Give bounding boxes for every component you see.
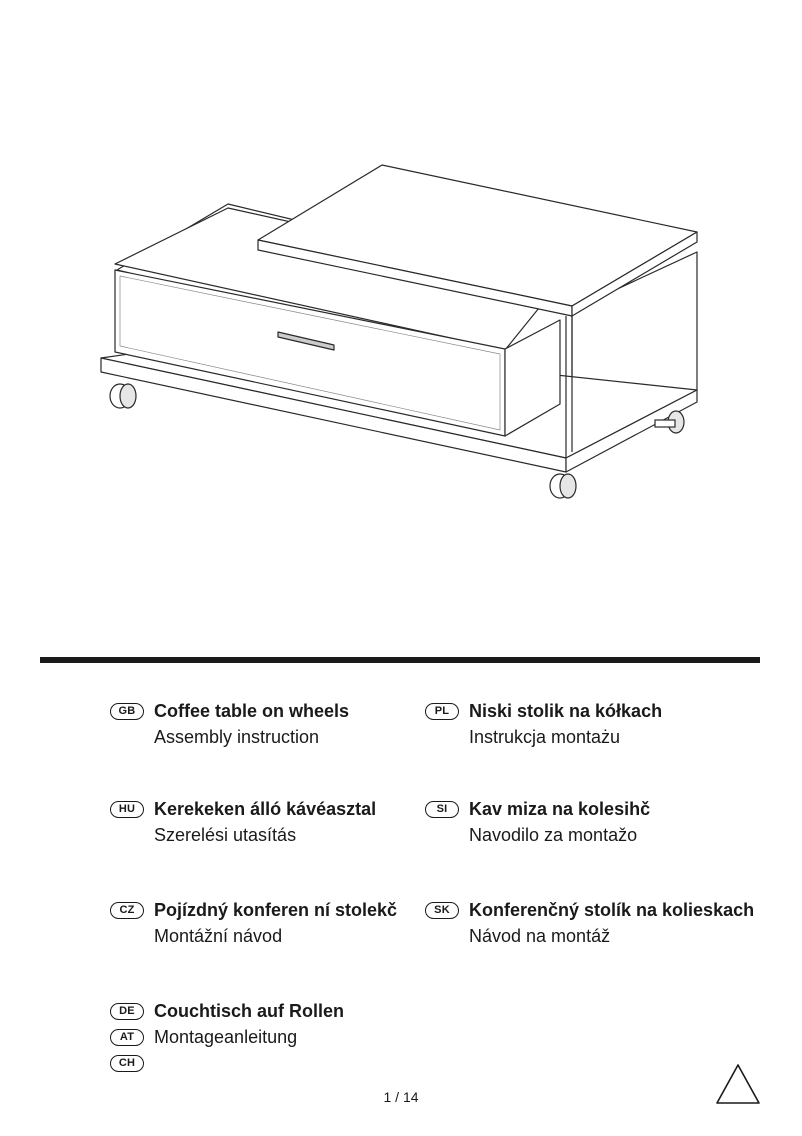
document-subtitle: Navodilo za montažo <box>469 825 638 845</box>
language-badge: AT <box>110 1029 144 1046</box>
language-badge: SI <box>425 801 459 818</box>
product-title: Konferenčný stolík na kolieskach <box>469 899 755 920</box>
product-title: Kerekeken álló kávéasztal <box>154 798 377 819</box>
lang-block-hu <box>110 796 376 848</box>
warning-triangle-icon <box>714 1062 762 1106</box>
lang-block-pl <box>425 698 662 750</box>
product-title: Coffee table on wheels <box>154 700 350 721</box>
language-badge: GB <box>110 703 144 720</box>
lang-block-de-at-ch <box>110 998 344 1076</box>
document-subtitle: Montážní návod <box>154 926 283 946</box>
language-badge: HU <box>110 801 144 818</box>
language-badge: PL <box>425 703 459 720</box>
page-number: 1 / 14 <box>383 1089 419 1105</box>
lang-block-si <box>425 796 650 848</box>
document-subtitle: Montageanleitung <box>154 1026 298 1047</box>
language-badge: CZ <box>110 902 144 919</box>
product-title: Niski stolik na kółkach <box>469 700 663 721</box>
language-badge: DE <box>110 1003 144 1020</box>
document-subtitle: Návod na montáž <box>469 926 611 946</box>
coffee-table-illustration <box>0 0 802 560</box>
language-badge: SK <box>425 902 459 919</box>
document-subtitle: Instrukcja montażu <box>469 727 621 747</box>
section-divider <box>40 657 760 663</box>
language-badge: CH <box>110 1055 144 1072</box>
lang-block-cz <box>110 897 397 949</box>
document-subtitle: Assembly instruction <box>154 727 320 747</box>
lang-block-gb <box>110 698 349 750</box>
document-subtitle: Szerelési utasítás <box>154 825 297 845</box>
product-title: Kav miza na kolesihč <box>469 798 651 819</box>
product-title: Pojízdný konferen ní stolekč <box>154 899 398 920</box>
product-title: Couchtisch auf Rollen <box>154 1000 345 1021</box>
lang-block-sk <box>425 897 754 949</box>
